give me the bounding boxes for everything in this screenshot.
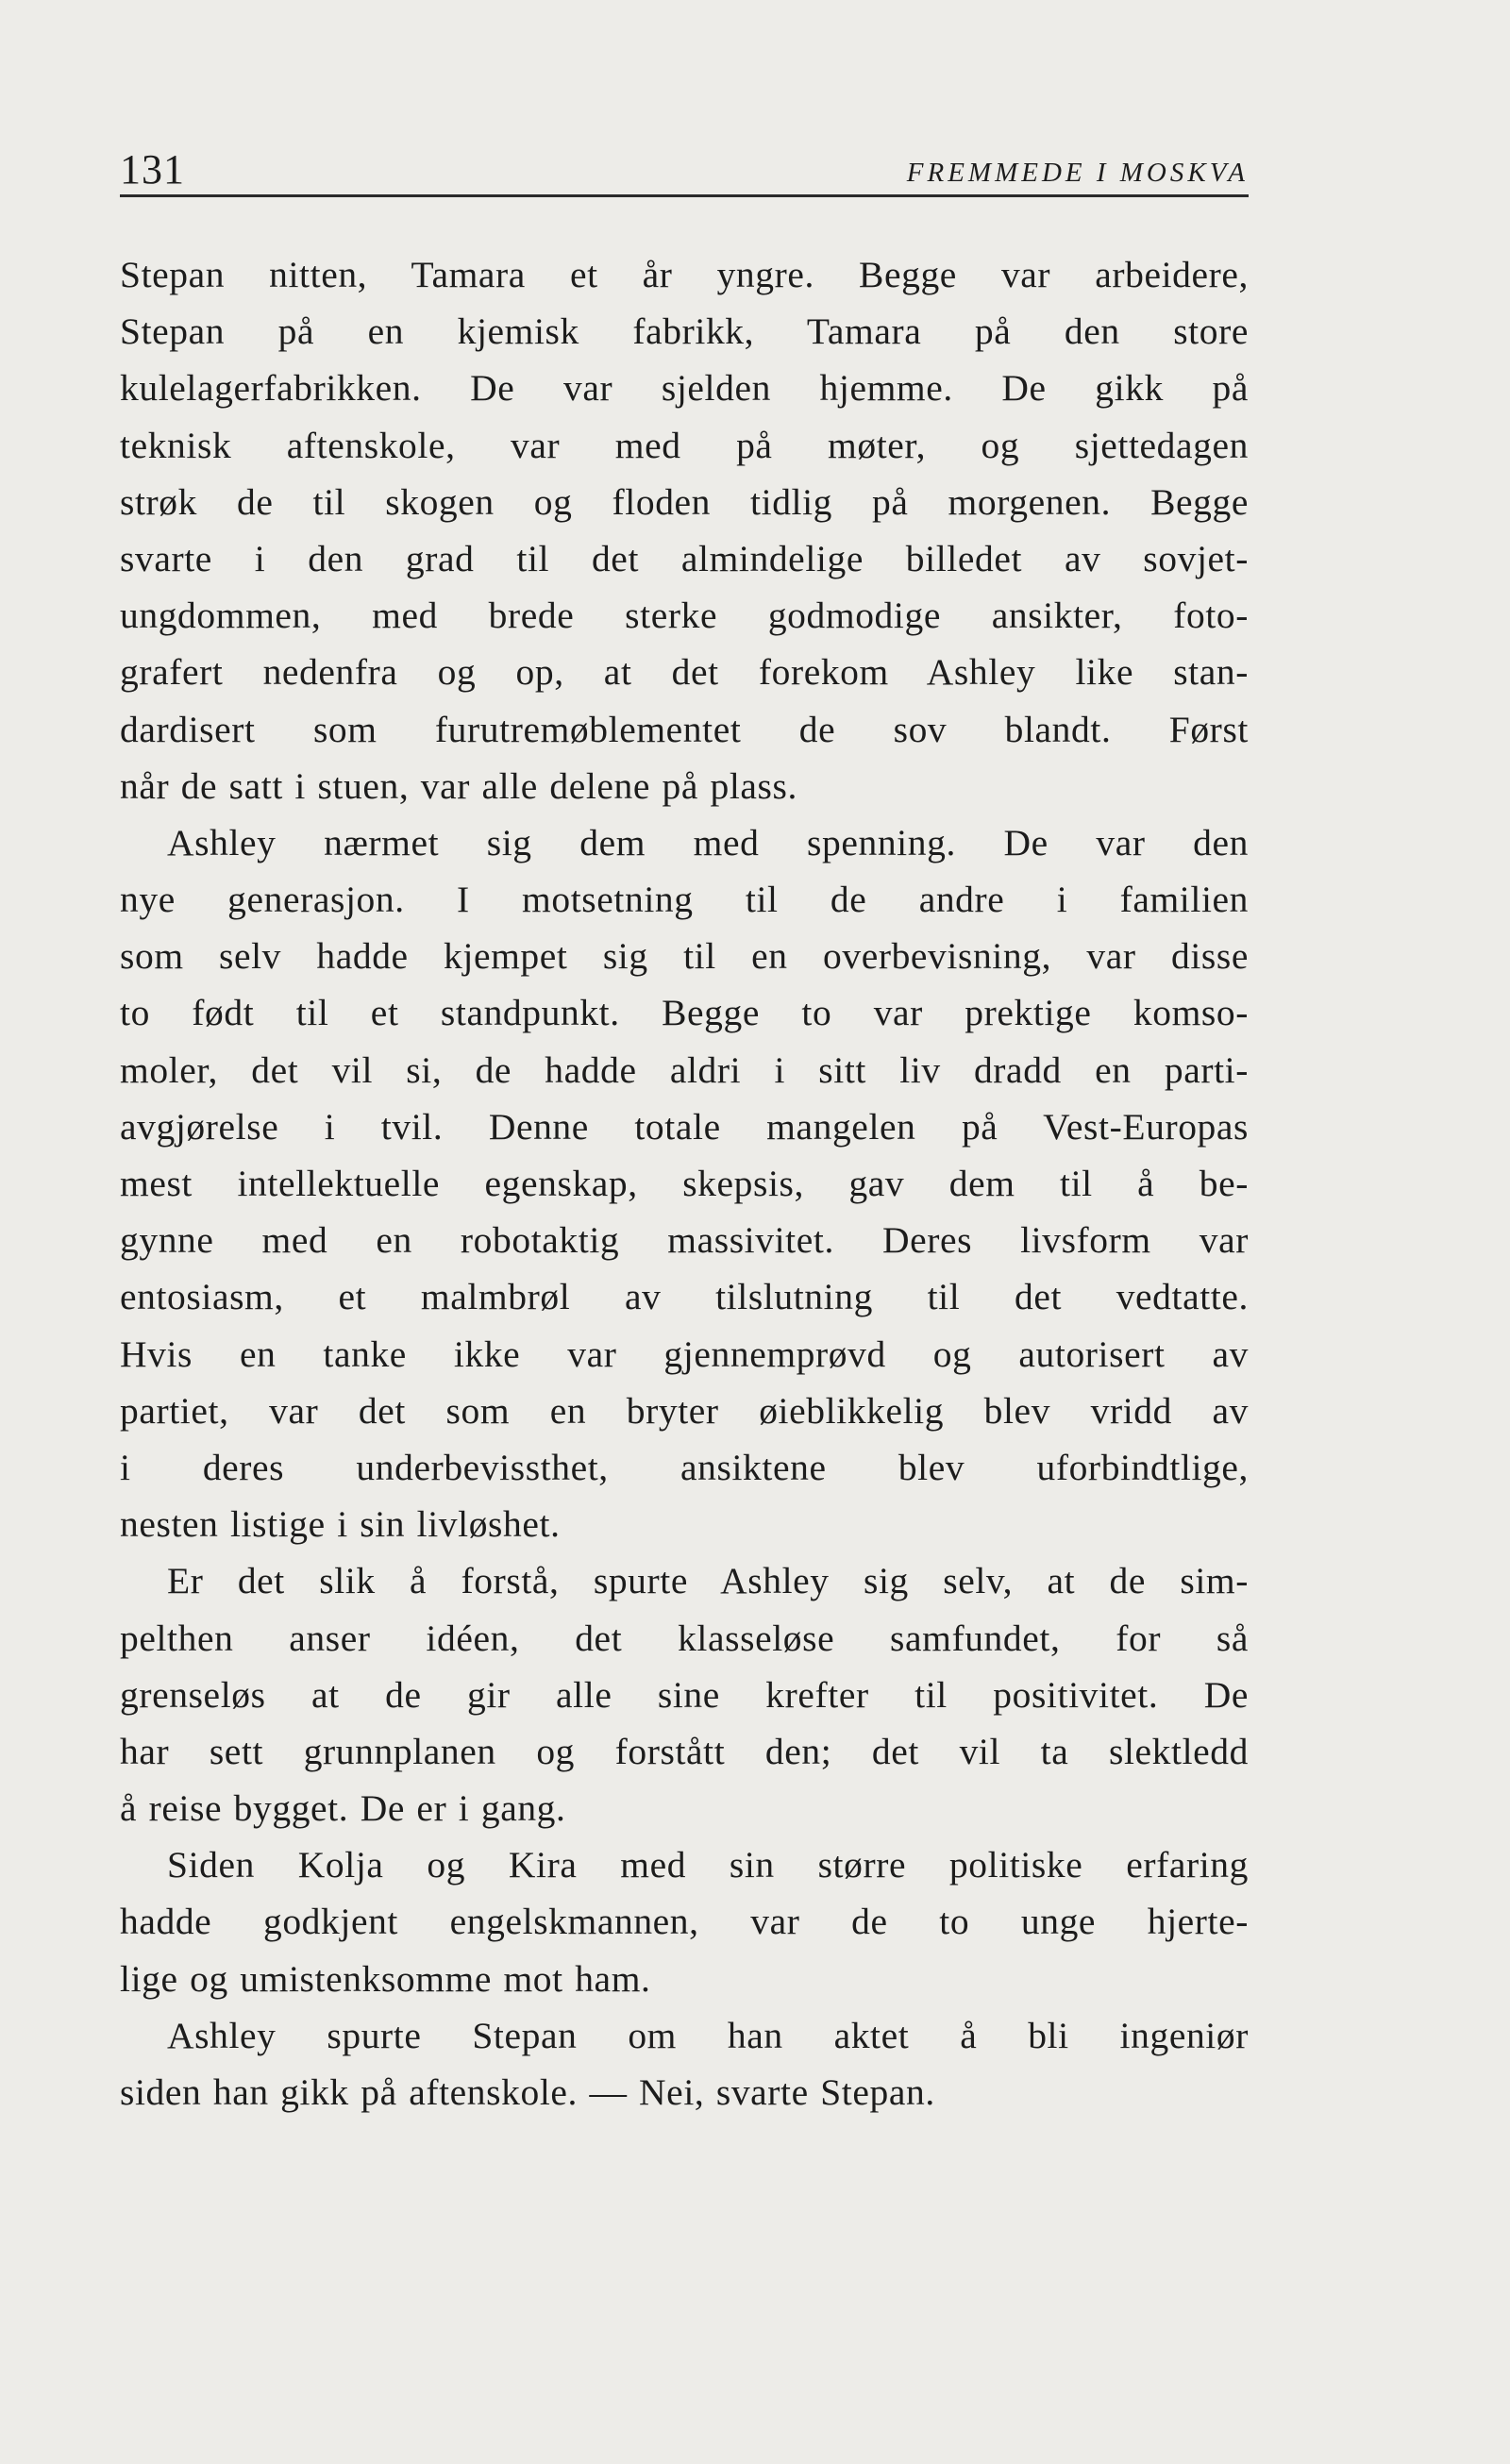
running-title: FREMMEDE I MOSKVA xyxy=(906,158,1249,188)
text-line: som selv hadde kjempet sig til en overbevisning, var disse xyxy=(120,935,1249,978)
text-line: når de satt i stuen, var alle delene på plass. xyxy=(120,764,797,807)
text-line: moler, det vil si, de hadde aldri i sitt liv dradd en parti- xyxy=(120,1048,1249,1091)
text-line: siden han gikk på aftenskole. — Nei, svarte Stepan. xyxy=(120,2071,935,2113)
text-line: har sett grunnplanen og forstått den; det vil ta slektledd xyxy=(120,1730,1249,1772)
text-line: lige og umistenksomme mot ham. xyxy=(120,1957,651,2000)
text-line: strøk de til skogen og floden tidlig på morgenen. Begge xyxy=(120,480,1249,523)
text-line: hadde godkjent engelskmannen, var de to unge hjerte- xyxy=(120,1901,1249,1943)
body-text xyxy=(120,246,1249,2120)
text-line: Siden Kolja og Kira med sin større politiske erfaring xyxy=(167,1844,1249,1886)
text-line: to født til et standpunkt. Begge to var prektige komso- xyxy=(120,992,1249,1034)
text-line: grafert nedenfra og op, at det forekom Ashley like stan- xyxy=(120,651,1249,694)
text-line: mest intellektuelle egenskap, skepsis, gav dem til å be- xyxy=(120,1163,1249,1204)
text-line: partiet, var det som en bryter øieblikkelig blev vridd av xyxy=(120,1389,1249,1432)
text-line: nye generasjon. I motsetning til de andre i familien xyxy=(120,879,1249,921)
text-line: nesten listige i sin livløshet. xyxy=(120,1503,561,1546)
text-line: grenseløs at de gir alle sine krefter til positivitet. De xyxy=(120,1673,1249,1716)
text-line: pelthen anser idéen, det klasseløse samfundet, for så xyxy=(120,1617,1249,1659)
page-header xyxy=(120,132,1249,197)
page-number: 131 xyxy=(120,146,185,193)
text-line: gynne med en robotaktig massivitet. Deres livsform var xyxy=(120,1219,1249,1262)
book-page xyxy=(120,132,1249,2120)
text-line: dardisert som furutremøblementet de sov blandt. Først xyxy=(120,708,1249,750)
text-line: Stepan nitten, Tamara et år yngre. Begge var arbeidere, xyxy=(120,254,1249,295)
text-line: teknisk aftenskole, var med på møter, og sjettedagen xyxy=(120,424,1249,466)
text-line: kulelagerfabrikken. De var sjelden hjemme. De gikk på xyxy=(120,367,1249,410)
text-line: å reise bygget. De er i gang. xyxy=(120,1787,566,1830)
text-line: entosiasm, et malmbrøl av tilslutning til det vedtatte. xyxy=(120,1276,1249,1318)
text-line: svarte i den grad til det almindelige billedet av sovjet- xyxy=(120,537,1249,579)
text-line: Er det slik å forstå, spurte Ashley sig selv, at de sim- xyxy=(167,1560,1249,1602)
text-line: ungdommen, med brede sterke godmodige ansikter, foto- xyxy=(120,595,1249,637)
text-line: Stepan på en kjemisk fabrikk, Tamara på den store xyxy=(120,310,1249,353)
text-line: Ashley nærmet sig dem med spenning. De var den xyxy=(167,821,1249,863)
text-line: i deres underbevissthet, ansiktene blev uforbindtlige, xyxy=(120,1446,1249,1488)
text-line: avgjørelse i tvil. Denne totale mangelen på Vest-Europas xyxy=(120,1105,1249,1148)
text-line: Hvis en tanke ikke var gjennemprøvd og autorisert av xyxy=(120,1333,1249,1375)
text-line: Ashley spurte Stepan om han aktet å bli ingeniør xyxy=(167,2014,1249,2056)
